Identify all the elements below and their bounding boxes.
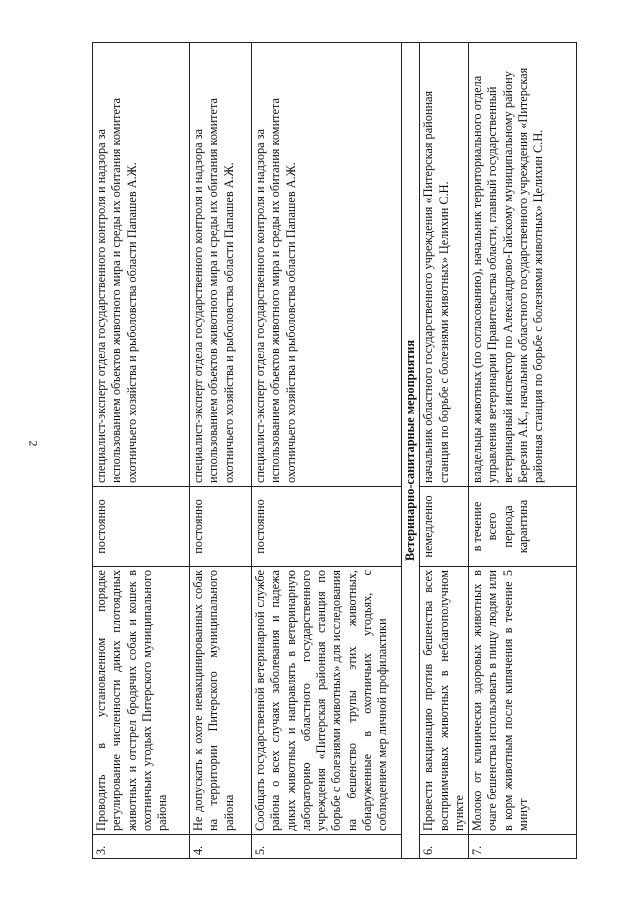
section-header-row bbox=[402, 43, 420, 859]
table-row bbox=[469, 43, 577, 859]
row-number: 6. bbox=[420, 835, 469, 859]
table-row bbox=[420, 43, 469, 859]
action-cell: Проводить в установленном порядке регулирование численности диких плотоядных животных и отстрел бродячих собак и кошек в охотничьих угодьях Питерского муниципального района bbox=[93, 567, 190, 835]
row-number: 5. bbox=[252, 835, 402, 859]
responsible-cell: владельцы животных (по согласованию), начальник территориального отдела управления ветеринарии Правительства области, главный государственный ветеринарный инспектор по Александрово-Гайскому муниципальному району Березин А.К., начальник областного государственного учреждения «Питерская районная станция по борьбе с болезнями животных» Целихин С.Н. bbox=[469, 43, 577, 487]
action-cell: Молоко от клинически здоровых животных в очаге бешенства использовать в пищу людям или в корм животным после кипячения в течение 5 минут bbox=[469, 567, 577, 835]
section-title: Ветеринарно-санитарные мероприятия bbox=[402, 43, 420, 859]
term-cell: постоянно bbox=[252, 487, 402, 567]
row-number: 3. bbox=[93, 835, 190, 859]
row-number: 7. bbox=[469, 835, 577, 859]
responsible-cell: специалист-эксперт отдела государственного контроля и надзора за использованием объектов животного мира и среды их обитания комитета охотничьего хозяйства и рыболовства области Папашев А.Ж. bbox=[190, 43, 252, 487]
row-number: 4. bbox=[190, 835, 252, 859]
table-row bbox=[190, 43, 252, 859]
term-cell: постоянно bbox=[93, 487, 190, 567]
action-cell: Провести вакцинацию против бешенства всех восприимчивых животных в неблагополучном пункте bbox=[420, 567, 469, 835]
responsible-cell: начальник областного государственного учреждения «Питерская районная станция по борьбе с болезнями животных» Целихин С.Н. bbox=[420, 43, 469, 487]
term-cell: в течение всего периода карантина bbox=[469, 487, 577, 567]
action-cell: Не допускать к охоте невакцинированных собак на территории Питерского муниципального района bbox=[190, 567, 252, 835]
responsible-cell: специалист-эксперт отдела государственного контроля и надзора за использованием объектов животного мира и среды их обитания комитета охотничьего хозяйства и рыболовства области Папашев А.Ж. bbox=[93, 43, 190, 487]
rotated-table-page bbox=[92, 43, 574, 859]
term-cell: немедленно bbox=[420, 487, 469, 567]
page-number: 2 bbox=[26, 440, 41, 447]
responsible-cell: специалист-эксперт отдела государственного контроля и надзора за использованием объектов животного мира и среды их обитания комитета охотничьего хозяйства и рыболовства области Папашев А.Ж. bbox=[252, 43, 402, 487]
table-row bbox=[252, 43, 402, 859]
table-row bbox=[93, 43, 190, 859]
measures-table bbox=[92, 42, 577, 859]
term-cell: постоянно bbox=[190, 487, 252, 567]
action-cell: Сообщать государственной ветеринарной службе района о всех случаях заболевания и падежа диких животных и направлять в ветеринарную лабораторию областного государственного учреждения «Питерская районная станция по борьбе с болезнями животных» для исследования на бешенство трупы этих животных, обнаруженные в охотничьих угодьях, с соблюдением мер личной профилактики bbox=[252, 567, 402, 835]
